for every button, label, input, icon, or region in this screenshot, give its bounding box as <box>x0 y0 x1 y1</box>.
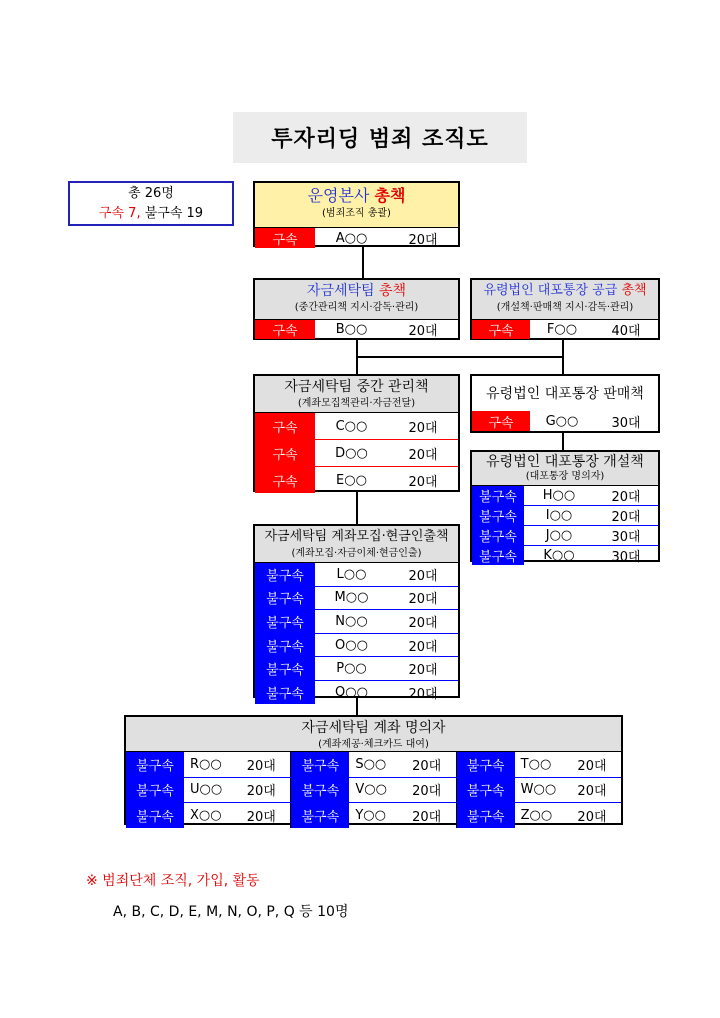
member-age: 20대 <box>611 490 641 505</box>
status-tag: 불구속 <box>126 803 184 828</box>
status-tag: 불구속 <box>255 657 315 680</box>
status-tag: 불구속 <box>255 563 315 586</box>
holder-cell <box>291 778 456 803</box>
hq-title-main: 운영본사 <box>307 186 370 205</box>
member-age: 20대 <box>408 232 438 248</box>
hq-box <box>253 181 460 247</box>
hq-header <box>255 183 458 227</box>
member-name: U○○ <box>190 782 223 798</box>
member-name: W○○ <box>520 782 557 798</box>
funds-collect-title: 자금세탁팀 계좌모집·현금인출책 <box>264 529 449 544</box>
member-age: 20대 <box>408 568 438 584</box>
corp-lead-title-main: 유령법인 대포통장 공급 <box>483 283 618 298</box>
member-row <box>255 319 458 339</box>
member-name: V○○ <box>355 782 387 798</box>
holder-cell <box>291 752 456 777</box>
member-age: 20대 <box>408 324 438 339</box>
account-holders-rows <box>126 751 621 828</box>
member-row <box>255 680 458 704</box>
connector-line <box>356 490 358 525</box>
member-row <box>255 412 458 439</box>
member-age: 20대 <box>408 592 438 608</box>
member-name: Q○○ <box>335 684 368 700</box>
status-tag: 불구속 <box>255 634 315 657</box>
status-tag: 불구속 <box>255 610 315 633</box>
member-row <box>255 439 458 466</box>
member-row <box>255 586 458 610</box>
member-age: 20대 <box>412 809 442 825</box>
member-row <box>255 633 458 657</box>
member-row <box>472 545 658 565</box>
member-name: M○○ <box>334 590 369 606</box>
member-name: L○○ <box>336 566 367 582</box>
status-tag: 구속 <box>255 320 315 339</box>
member-age: 30대 <box>611 415 641 431</box>
member-name: P○○ <box>336 661 367 677</box>
member-age: 20대 <box>408 639 438 655</box>
member-age: 20대 <box>408 663 438 679</box>
holder-row <box>126 802 621 828</box>
status-tag: 불구속 <box>457 778 515 803</box>
status-tag: 불구속 <box>472 506 524 525</box>
status-tag: 구속 <box>472 411 530 431</box>
member-name: Z○○ <box>520 807 553 823</box>
member-name: A○○ <box>335 230 368 246</box>
corp-lead-box <box>470 278 660 340</box>
status-tag: 구속 <box>472 320 530 339</box>
corp-opener-box <box>470 450 660 565</box>
corp-opener-title: 유령법인 대포통장 개설책 <box>486 454 644 470</box>
member-age: 40대 <box>611 324 641 339</box>
status-tag: 불구속 <box>255 681 315 704</box>
status-tag: 구속 <box>255 440 315 466</box>
corp-lead-subtitle: (개설책·판매책 지시·감독·관리) <box>496 302 634 313</box>
connector-line <box>562 431 564 451</box>
summary-total: 총 26명 <box>128 186 174 201</box>
member-name: I○○ <box>545 508 573 523</box>
member-row <box>255 466 458 493</box>
member-row <box>472 505 658 525</box>
status-tag: 불구속 <box>457 752 515 777</box>
member-row <box>255 656 458 680</box>
member-age: 20대 <box>577 758 607 774</box>
funds-lead-title <box>255 281 458 301</box>
funds-mid-header <box>255 376 458 412</box>
hq-title-role: 총책 <box>374 186 406 205</box>
member-row <box>472 485 658 505</box>
funds-collect-box <box>253 524 460 702</box>
member-row <box>472 525 658 545</box>
account-holders-title: 자금세탁팀 계좌 명의자 <box>301 720 446 736</box>
member-age: 30대 <box>611 530 641 545</box>
status-tag: 불구속 <box>472 486 524 505</box>
member-age: 20대 <box>577 784 607 800</box>
holder-cell <box>126 752 291 777</box>
holder-cell <box>457 778 621 803</box>
member-row <box>255 227 458 248</box>
account-holders-header <box>126 717 621 751</box>
member-row <box>255 609 458 633</box>
member-name: N○○ <box>335 613 368 629</box>
funds-mid-title: 자금세탁팀 중간 관리책 <box>284 379 429 395</box>
holder-row <box>126 751 621 777</box>
hq-subtitle: (범죄조직 총괄) <box>322 208 391 219</box>
hq-title <box>255 185 458 207</box>
connector-line <box>362 246 364 279</box>
account-holders-box <box>124 715 623 825</box>
holder-cell <box>126 803 291 828</box>
corp-lead-title <box>472 281 658 301</box>
corp-seller-header <box>472 376 658 411</box>
status-tag: 불구속 <box>291 803 349 828</box>
connector-line <box>356 356 564 358</box>
member-name: F○○ <box>546 322 578 337</box>
member-name: D○○ <box>335 445 368 461</box>
status-tag: 불구속 <box>291 778 349 803</box>
holder-cell <box>126 778 291 803</box>
footnote-members: A, B, C, D, E, M, N, O, P, Q 등 10명 <box>113 904 349 920</box>
member-age: 20대 <box>408 420 438 436</box>
summary-detained: 구속 7, <box>98 206 141 221</box>
member-age: 20대 <box>577 809 607 825</box>
status-tag: 구속 <box>255 413 315 439</box>
member-name: C○○ <box>335 418 368 434</box>
member-age: 20대 <box>246 809 276 825</box>
summary-breakdown <box>70 204 232 224</box>
corp-lead-header <box>472 280 658 319</box>
funds-collect-header <box>255 526 458 562</box>
member-name: R○○ <box>190 756 222 772</box>
status-tag: 불구속 <box>126 778 184 803</box>
status-tag: 불구속 <box>291 752 349 777</box>
member-age: 30대 <box>611 550 641 565</box>
funds-mid-box <box>253 374 460 492</box>
summary-nondetained: 불구속 19 <box>144 206 204 221</box>
funds-lead-header <box>255 280 458 319</box>
footnote-heading: ※ 범죄단체 조직, 가입, 활동 <box>86 873 260 889</box>
member-name: G○○ <box>545 413 579 429</box>
member-row <box>472 411 658 431</box>
member-age: 20대 <box>412 758 442 774</box>
holder-cell <box>457 752 621 777</box>
member-name: J○○ <box>545 528 573 543</box>
member-age: 20대 <box>408 447 438 463</box>
member-age: 20대 <box>246 758 276 774</box>
corp-opener-subtitle: (대포통장 명의자) <box>525 471 605 482</box>
member-name: S○○ <box>355 756 387 772</box>
holder-row <box>126 777 621 803</box>
funds-mid-subtitle: (계좌모집책관리·자금전달) <box>297 398 416 409</box>
status-tag: 불구속 <box>255 587 315 610</box>
status-tag: 불구속 <box>472 546 524 565</box>
funds-lead-subtitle: (중간관리책 지시·감독·관리) <box>294 302 419 313</box>
corp-seller-box <box>470 374 660 433</box>
member-name: E○○ <box>336 472 367 488</box>
funds-collect-rows <box>255 562 458 704</box>
corp-seller-title: 유령법인 대포통장 판매책 <box>486 385 644 402</box>
funds-lead-box <box>253 278 460 340</box>
member-row <box>255 562 458 586</box>
page-title: 투자리딩 범죄 조직도 <box>233 112 527 163</box>
holder-cell <box>457 803 621 828</box>
holder-cell <box>291 803 456 828</box>
status-tag: 구속 <box>255 467 315 493</box>
funds-lead-title-role: 총책 <box>379 283 407 299</box>
status-tag: 불구속 <box>126 752 184 777</box>
member-name: H○○ <box>542 488 576 503</box>
summary-box <box>68 181 234 226</box>
member-age: 20대 <box>246 784 276 800</box>
member-age: 20대 <box>611 510 641 525</box>
account-holders-subtitle: (계좌제공·체크카드 대여) <box>318 739 429 750</box>
status-tag: 구속 <box>255 228 315 248</box>
corp-opener-header <box>472 452 658 485</box>
corp-lead-title-role: 총책 <box>621 283 647 298</box>
member-age: 20대 <box>412 784 442 800</box>
member-age: 20대 <box>408 615 438 631</box>
status-tag: 불구속 <box>472 526 524 545</box>
funds-collect-subtitle: (계좌모집·자금이체·현금인출) <box>291 548 422 559</box>
member-name: T○○ <box>520 756 552 772</box>
member-name: B○○ <box>335 322 368 337</box>
member-name: O○○ <box>335 637 368 653</box>
member-age: 20대 <box>408 474 438 490</box>
member-age: 20대 <box>408 686 438 702</box>
funds-lead-title-main: 자금세탁팀 <box>306 283 375 299</box>
member-name: K○○ <box>543 548 575 563</box>
member-name: X○○ <box>190 807 222 823</box>
member-name: Y○○ <box>355 807 386 823</box>
status-tag: 불구속 <box>457 803 515 828</box>
member-row <box>472 319 658 339</box>
